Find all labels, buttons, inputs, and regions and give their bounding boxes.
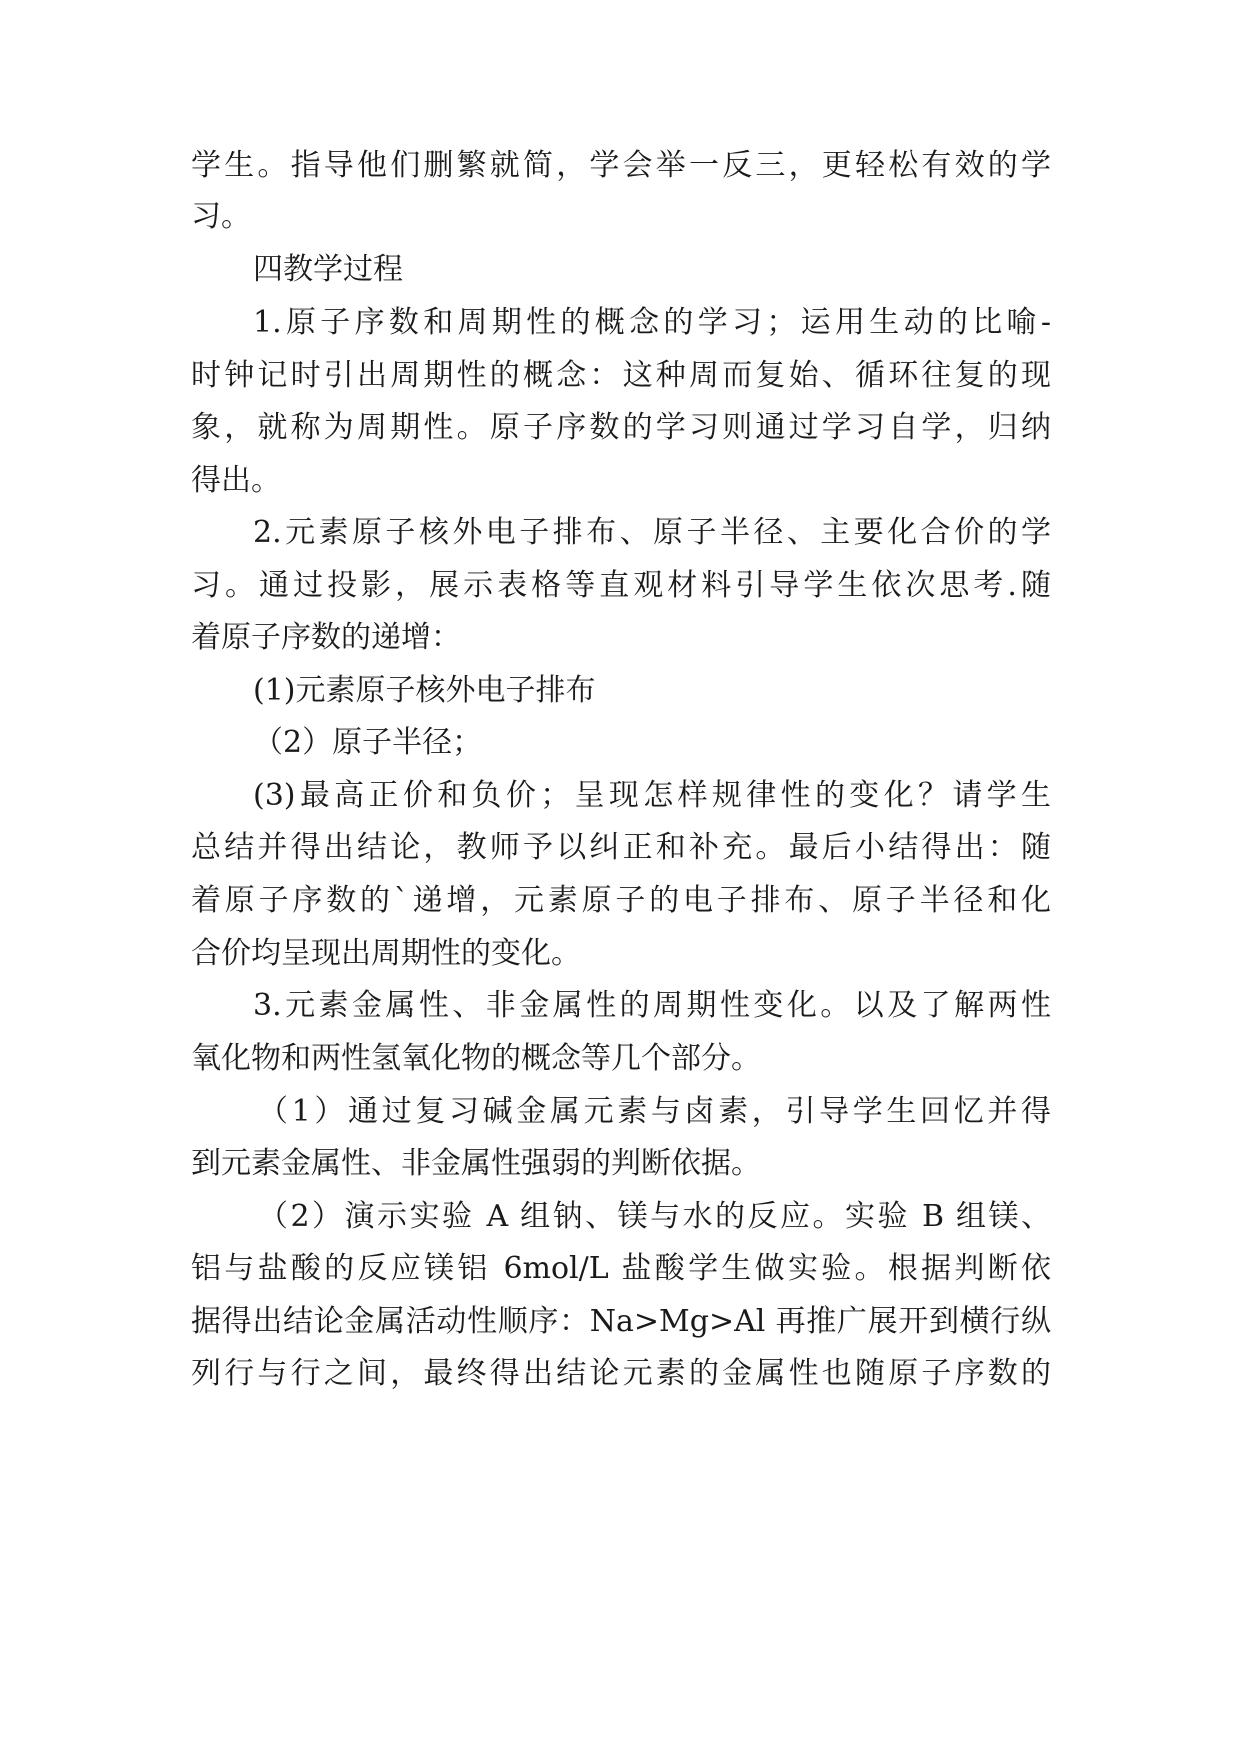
text-line: 着原子序数的递增： <box>191 620 461 655</box>
text-line: (3)最高正价和负价；呈现怎样规律性的变化？请学生 <box>253 778 1051 813</box>
text-line: 时钟记时引出周期性的概念：这种周而复始、循环往复的现 <box>191 358 1051 393</box>
text-line: （2）演示实验 A 组钠、镁与水的反应。实验 B 组镁、 <box>258 1199 1051 1234</box>
text-line: 习。通过投影，展示表格等直观材料引导学生依次思考.随 <box>191 568 1051 603</box>
text-line: 2.元素原子核外电子排布、原子半径、主要化合价的学 <box>253 515 1051 550</box>
text-line: 习。 <box>191 199 251 234</box>
text-line: （2）原子半径； <box>253 725 483 760</box>
text-line: 3.元素金属性、非金属性的周期性变化。以及了解两性 <box>253 988 1051 1023</box>
text-line: 据得出结论金属活动性顺序：Na>Mg>Al 再推广展开到横行纵 <box>191 1304 1051 1339</box>
text-line: 象，就称为周期性。原子序数的学习则通过学习自学，归纳 <box>191 410 1051 445</box>
section-heading: 四教学过程 <box>253 252 403 287</box>
text-line: (1)元素原子核外电子排布 <box>253 673 596 708</box>
text-line: 总结并得出结论，教师予以纠正和补充。最后小结得出：随 <box>191 830 1051 865</box>
text-line: 合价均呈现出周期性的变化。 <box>191 936 581 971</box>
text-line: 得出。 <box>191 463 281 498</box>
text-line: 到元素金属性、非金属性强弱的判断依据。 <box>191 1146 761 1181</box>
text-line: 氧化物和两性氢氧化物的概念等几个部分。 <box>191 1041 761 1076</box>
text-line: （1）通过复习碱金属元素与卤素，引导学生回忆并得 <box>258 1094 1051 1129</box>
text-line: 1.原子序数和周期性的概念的学习；运用生动的比喻- <box>253 305 1051 340</box>
text-line: 着原子序数的`递增，元素原子的电子排布、原子半径和化 <box>191 883 1051 918</box>
text-line: 列行与行之间，最终得出结论元素的金属性也随原子序数的 <box>191 1356 1051 1391</box>
text-line: 学生。指导他们删繁就简，学会举一反三，更轻松有效的学 <box>191 148 1051 183</box>
text-line: 铝与盐酸的反应镁铝 6mol/L 盐酸学生做实验。根据判断依 <box>191 1251 1051 1286</box>
